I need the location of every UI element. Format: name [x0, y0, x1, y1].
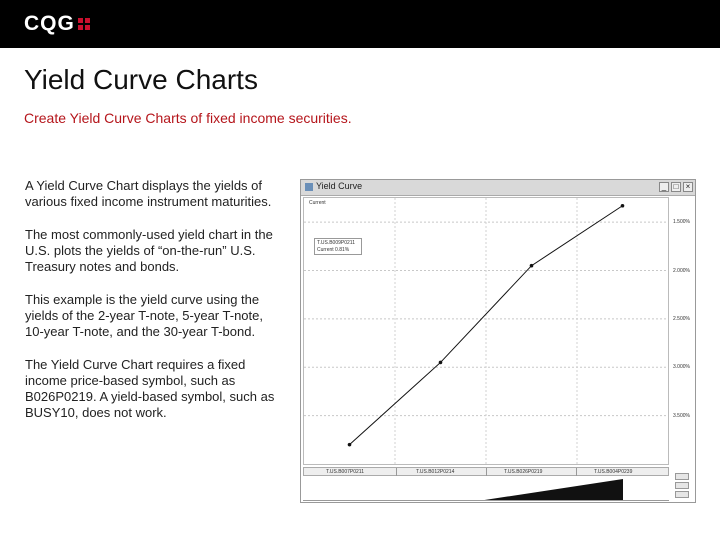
paragraph: This example is the yield curve using the yields of the 2-year T-note, 5-year T-note, 10-year T-note, and the 30-year T-bond.: [25, 292, 263, 339]
close-button[interactable]: ×: [683, 182, 693, 192]
infobox-value: Current 0.81%: [317, 247, 350, 253]
x-tick-label: T.US.B004P0239: [594, 469, 633, 475]
yield-curve-window: [300, 179, 696, 503]
scroll-down-button[interactable]: [675, 491, 689, 498]
page-title: Yield Curve Charts: [24, 64, 258, 95]
data-point: [621, 204, 625, 208]
window-titlebar[interactable]: [301, 180, 695, 196]
page-subtitle: Create Yield Curve Charts of fixed income securities.: [24, 110, 352, 126]
header-bar: [0, 0, 720, 48]
plot-area[interactable]: [303, 197, 669, 465]
paragraph: The Yield Curve Chart requires a fixed income price-based symbol, such as B026P0219. A yield-based symbol, such as BUSY10, does not work.: [25, 357, 275, 420]
minimize-button[interactable]: _: [659, 182, 669, 192]
data-point: [530, 264, 534, 268]
y-tick-label: 3.000%: [673, 364, 690, 371]
divider: [396, 468, 397, 476]
symbol-infobox: [314, 238, 362, 255]
series-line: [350, 206, 623, 445]
y-tick-label: 2.000%: [673, 267, 690, 274]
y-tick-label: 2.500%: [673, 315, 690, 322]
cqg-logo: [24, 12, 90, 36]
paragraph: A Yield Curve Chart displays the yields of various fixed income instrument maturities.: [25, 178, 272, 209]
infobox-symbol: T.US.B009P0211: [317, 240, 355, 246]
description-text: [25, 178, 275, 438]
x-tick-label: T.US.B007P0211: [326, 469, 364, 475]
chart-window-icon: [305, 183, 313, 191]
y-axis: [671, 197, 695, 465]
data-point: [348, 443, 352, 447]
volume-histogram: [303, 477, 669, 501]
current-label: Current: [309, 200, 326, 206]
y-tick-label: 1.500%: [673, 219, 690, 226]
maximize-button[interactable]: □: [671, 182, 681, 192]
logo-mark-icon: [78, 18, 90, 30]
histogram-fill: [478, 479, 623, 501]
paragraph: The most commonly-used yield chart in the U.S. plots the yields of “on-the-run” U.S. Treasury notes and bonds.: [25, 227, 273, 274]
data-point: [439, 361, 443, 365]
x-tick-label: T.US.B026P0219: [504, 469, 543, 475]
scroll-button[interactable]: [675, 482, 689, 489]
divider: [486, 468, 487, 476]
scroll-up-button[interactable]: [675, 473, 689, 480]
logo-text: CQG: [24, 12, 75, 35]
divider: [576, 468, 577, 476]
y-tick-label: 3.500%: [673, 412, 690, 419]
symbol-axis: [303, 467, 669, 476]
window-title: Yield Curve: [316, 181, 363, 191]
x-tick-label: T.US.B012P0214: [416, 469, 455, 475]
